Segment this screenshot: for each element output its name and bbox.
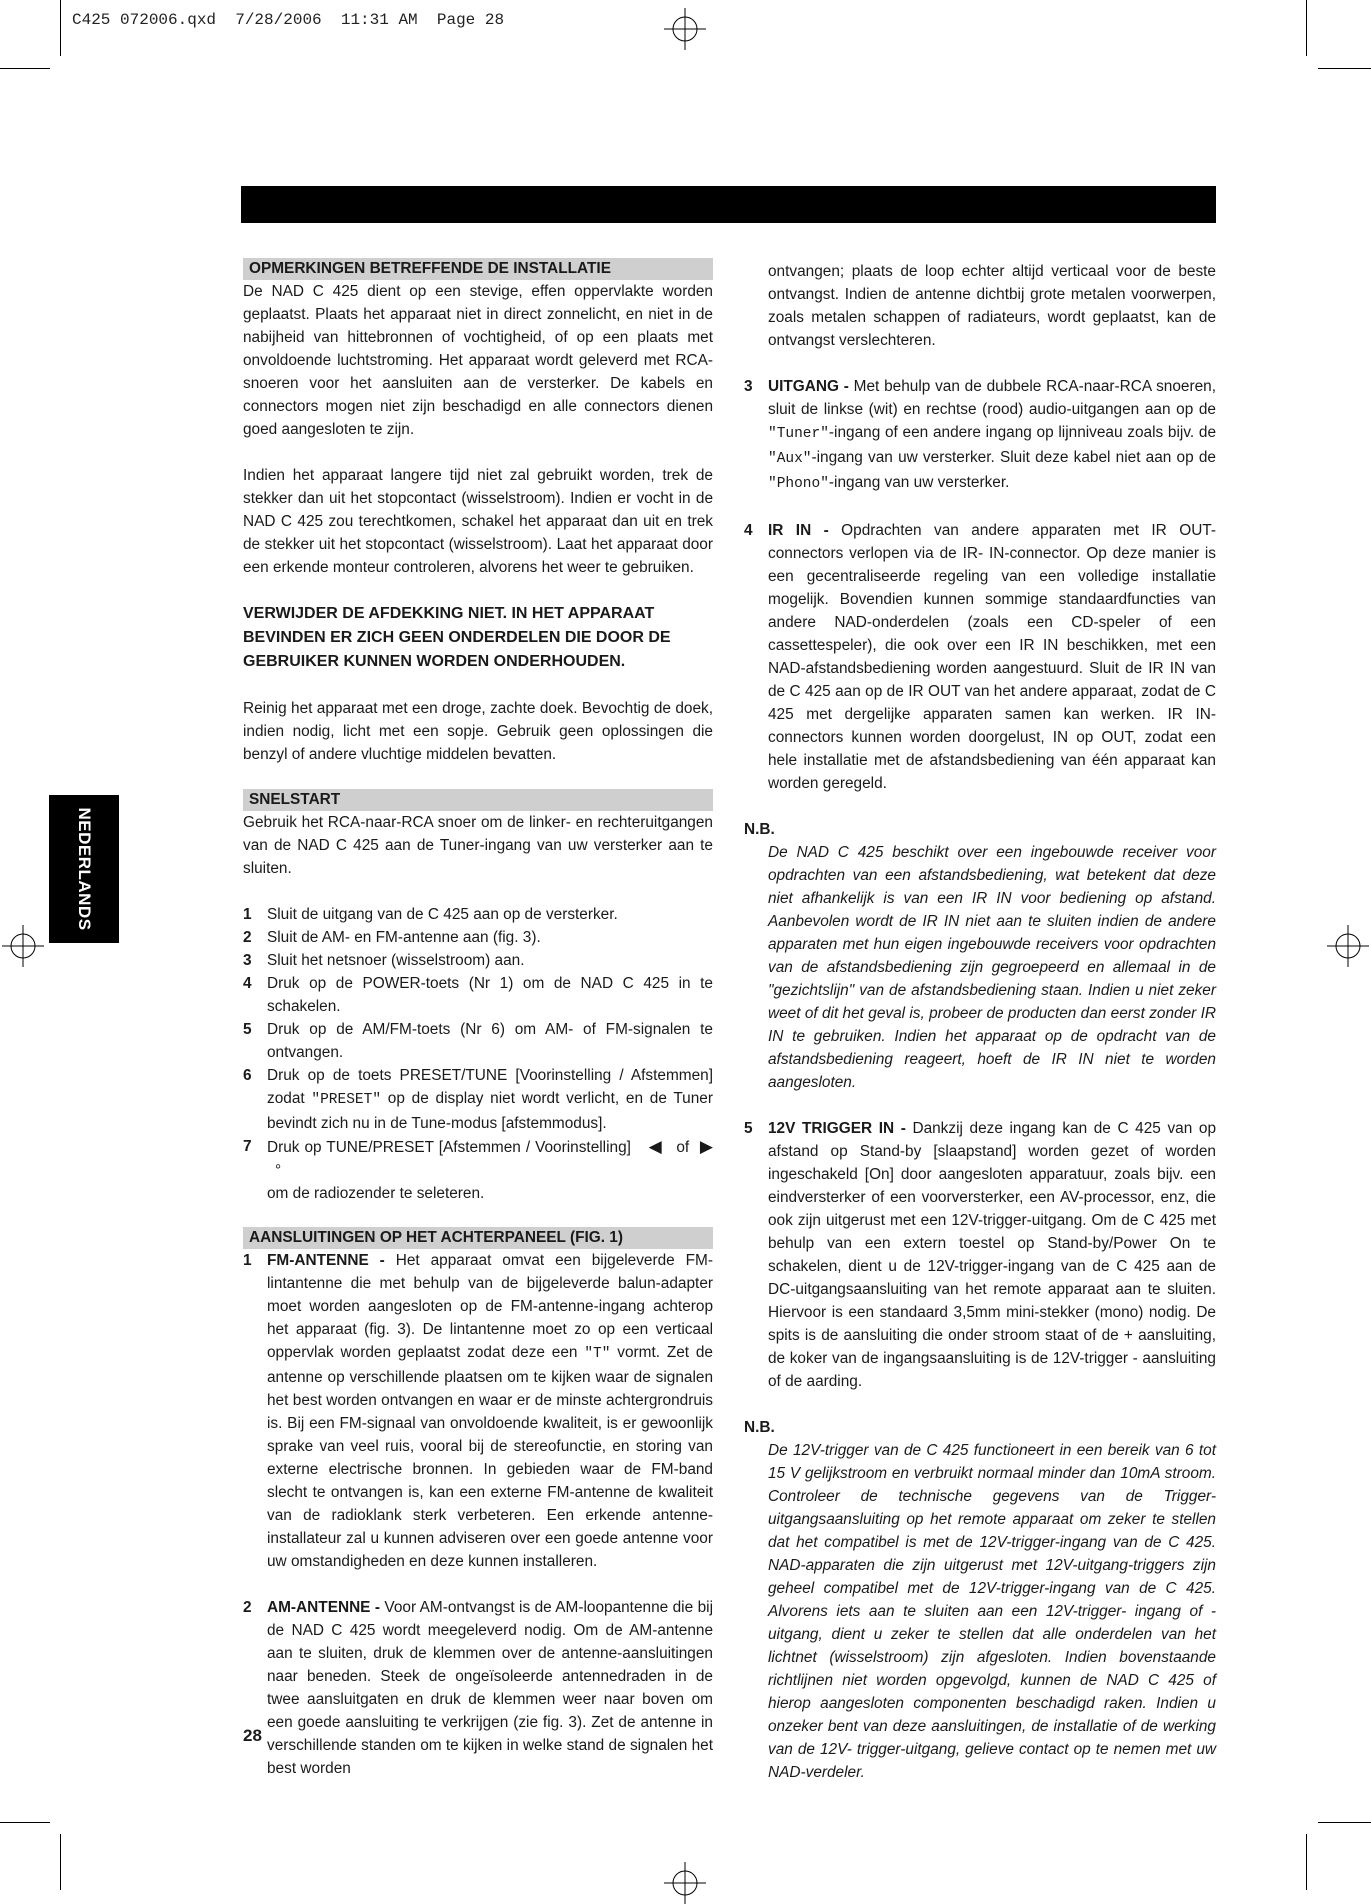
crop-mark: [60, 0, 61, 56]
list-item-fm-antenne: 1 FM-ANTENNE - Het apparaat omvat een bijgeleverde FM-lintantenne die met behulp van de bijgeleverde balun-adapter moet worden aangesloten op de FM-antenne-ingang achterop het apparaat (fig. 3). De lintantenne moet zo op een verticaal oppervlak worden geplaatst zodat deze een "T" vormt. Zet de antenne op verschillende plaatsen om te kijken waar de signalen het best worden ontvangen en waar er de minste achtergrondruis is. Bij een FM-signaal van onvoldoende kwaliteit, is er gewoonlijk sprake van veel ruis, vooral bij de stereofunctie, en storing van externe electrische bronnen. In gebieden waar de FM-band slecht te ontvangen is, kan een externe FM-antenne de kwaliteit van de radioklank sterk verbeteren. Een erkende antenne-installateur zal u kunnen adviseren over een goede antenne voor uw omstandigheden en deze kunnen installeren.: [243, 1252, 714, 1570]
crop-mark: [1318, 1822, 1371, 1823]
crop-mark: [60, 1834, 61, 1890]
paragraph: Gebruik het RCA-naar-RCA snoer om de linker- en rechteruitgangen van de NAD C 425 aan de Tuner-ingang van uw versterker aan te sluiten.: [243, 814, 713, 877]
registration-mark-icon: [664, 8, 706, 50]
crop-mark: [1306, 1834, 1307, 1890]
list-item: 3 Sluit het netsnoer (wisselstroom) aan.: [243, 952, 525, 969]
paragraph: ontvangen; plaats de loop echter altijd verticaal voor de beste ontvangst. Indien de antenne dichtbij grote metalen voorwerpen, zoals metalen schappen of radiateurs, wordt geplaatst, kan de ontvangst verslechteren.: [768, 263, 1216, 349]
arrow-right-icon: ▶: [699, 1137, 713, 1156]
left-column: [243, 258, 713, 1780]
crop-mark: [1306, 0, 1307, 56]
list-item: 1 Sluit de uitgang van de C 425 aan op de versterker.: [243, 906, 618, 923]
note-label: N.B.: [744, 821, 775, 838]
paragraph: De NAD C 425 dient op een stevige, effen oppervlakte worden geplaatst. Plaats het apparaat niet in direct zonnelicht, en niet in de nabijheid van hittebronnen of vochtigheid, of op een plaats met onvoldoende luchtstroming. Het apparaat wordt geleverd met RCA-snoeren voor het aansluiten aan de versterker. De kabels en connectors mogen niet zijn beschadigd en alle connectors dienen goed aangesloten te zijn.: [243, 283, 713, 438]
list-item: 2 Sluit de AM- en FM-antenne aan (fig. 3).: [243, 929, 541, 946]
list-item-trigger: 5 12V TRIGGER IN - Dankzij deze ingang kan de C 425 van op afstand op Stand-by [slaapstand] worden gezet of worden ingeschakeld [On] door aangesloten apparatuur, zoals bijv. een eindversterker of een voorversterker, een AV-processor, enz, die ook zijn uitgerust met een 12V-trigger-uitgang. Om de C 425 met behulp van een extern toestel op Stand-by/Power On te schakelen, dient u de 12V-trigger-ingang van de C 425 aan de DC-uitgangsaansluiting van het remote apparaat aan te sluiten. Hiervoor is een standaard 3,5mm mini-stekker (mono) nodig. De spits is de aansluiting die onder stroom staat of de + aansluiting, de koker van de ingangsaansluiting is de 12V-trigger - aansluiting of de aarding.: [744, 1120, 1217, 1390]
right-column: [744, 260, 1216, 1784]
note-text: De NAD C 425 beschikt over een ingebouwde receiver voor opdrachten van een afstandsbediening, wat betekent dat deze niet afhankelijk is van een IR IN voor bediening op afstand. Aanbevolen wordt de IR IN niet aan te sluiten indien de andere apparaten met hun eigen ingebouwde receivers voor opdrachten van de afstandsbediening zijn gegroepeerd en allemaal in de "gezichtslijn" van de afstandsbediening staan. Indien u niet zeker weet of dit het geval is, probeer de producten dan eerst zonder IR IN te gebruiken. Indien het apparaat op de opdracht van de afstandsbediening reageert, hoeft de IR IN niet te worden aangesloten.: [768, 844, 1216, 1091]
crop-mark: [1318, 68, 1371, 69]
crop-mark: [0, 68, 50, 69]
registration-mark-icon: [664, 1862, 706, 1904]
paragraph: Indien het apparaat langere tijd niet zal gebruikt worden, trek de stekker dan uit het stopcontact (wisselstroom). Indien er vocht in de NAD C 425 zou terechtkomen, schakel het apparaat dan uit en trek de stekker uit het stopcontact (wisselstroom). Laat het apparaat door een erkende monteur controleren, alvorens het weer te gebruiken.: [243, 467, 713, 576]
note-text: De 12V-trigger van de C 425 functioneert in een bereik van 6 tot 15 V gelijkstroom en verbruikt normaal minder dan 10mA stroom. Controleer de technische gegevens van de Trigger-uitgangsaansluiting op het remote apparaat om zeker te stellen dat het compatibel is met de 12V-trigger-ingang van de C 425. NAD-apparaten die zijn uitgerust met 12V-uitgang-triggers zijn geheel compatibel met de 12V-trigger-ingang van de C 425. Alvorens iets aan te sluiten aan een 12V-trigger- ingang of -uitgang, dient u zeker te stellen dat alle onderdelen van het lichtnet (wisselstroom) zijn afgesloten. Indien bovenstaande richtlijnen niet worden opgevolgd, kunnen de NAD C 425 of hierop aangesloten componenten beschadigd raken. Indien u onzeker bent van deze aansluitingen, de installatie of de werking van de 12V- trigger-uitgang, gelieve contact op te nemen met uw NAD-verdeler.: [768, 1442, 1216, 1781]
paragraph: Reinig het apparaat met een droge, zachte doek. Bevochtig de doek, indien nodig, licht met een sopje. Gebruik geen oplossingen die benzyl of andere vluchtige middelen bevatten.: [243, 700, 713, 763]
list-item: 5 Druk op de AM/FM-toets (Nr 6) om AM- of FM-signalen te ontvangen.: [243, 1021, 713, 1061]
language-tab: [49, 795, 119, 943]
warning-text: VERWIJDER DE AFDEKKING NIET. IN HET APPARAAT BEVINDEN ER ZICH GEEN ONDERDELEN DIE DOOR DE GEBRUIKER KUNNEN WORDEN ONDERHOUDEN.: [243, 605, 671, 670]
crop-mark: [0, 1822, 50, 1823]
registration-mark-icon: [2, 925, 44, 967]
header-bar: [241, 186, 1216, 223]
arrow-left-icon: ◀: [647, 1137, 663, 1156]
list-item: 7 Druk op TUNE/PRESET [Afstemmen / Voorinstelling] ◀ of ▶° om de radiozender te seleteren.: [243, 1137, 713, 1202]
list-item-am-antenne: 2 AM-ANTENNE - Voor AM-ontvangst is de AM-loopantenne die bij de NAD C 425 wordt meegeleverd nodig. Om de AM-antenne aan te sluiten, druk de klemmen over de antenne-aansluitingen naar beneden. Steek de ongeïsoleerde antennedraden in de twee aansluitgaten en druk de klemmen weer naar boven om een goede aansluiting te verkrijgen (zie fig. 3). Zet de antenne in verschillende standen om te kijken in welke stand de signalen het best worden: [243, 1599, 713, 1777]
list-item: 6 Druk op de toets PRESET/TUNE [Voorinstelling / Afstemmen] zodat "PRESET" op de display niet wordt verlicht, en de Tuner bevindt zich nu in de Tune-modus [afstemmodus].: [243, 1067, 713, 1132]
section-heading-aansluitingen: AANSLUITINGEN OP HET ACHTERPANEEL (FIG. 1): [243, 1227, 713, 1249]
note-label: N.B.: [744, 1419, 775, 1436]
steps-list: [243, 903, 713, 1205]
file-slug: C425 072006.qxd 7/28/2006 11:31 AM Page 28: [72, 11, 505, 29]
list-item: 4 Druk op de POWER-toets (Nr 1) om de NAD C 425 in te schakelen.: [243, 975, 713, 1015]
section-heading-snelstart: SNELSTART: [243, 789, 713, 811]
registration-mark-icon: [1327, 925, 1369, 967]
list-item-uitgang: 3 UITGANG - Met behulp van de dubbele RCA-naar-RCA snoeren, sluit de linkse (wit) en rechtse (rood) audio-uitgangen aan op de "Tuner"-ingang of een andere ingang op lijnniveau zoals bijv. de "Aux"-ingang van uw versterker. Sluit deze kabel niet aan op de "Phono"-ingang van uw versterker.: [744, 378, 1216, 492]
language-tab-label: NEDERLANDS: [75, 807, 94, 931]
list-item-ir-in: 4 IR IN - Opdrachten van andere apparaten met IR OUT-connectors verlopen via de IR- IN-connector. Op deze manier is een gecentraliseerde regeling van een volledige installatie mogelijk. Bovendien kunnen sommige standaardfuncties van andere NAD-onderdelen (zoals een CD-speler of een cassettespeler), die ook over een IR IN beschikken, met een NAD-afstandsbediening worden aangestuurd. Sluit de IR IN van de C 425 aan op de IR OUT van het andere apparaat, zodat de C 425 met dergelijke apparaten samen kan werken. IR IN-connectors kunnen worden doorgelust, IN op OUT, zodat een hele installatie met de afstandsbediening van één apparaat kan worden geregeld.: [744, 522, 1216, 792]
page-number: 28: [243, 1726, 262, 1745]
section-heading-installatie: OPMERKINGEN BETREFFENDE DE INSTALLATIE: [243, 258, 713, 280]
